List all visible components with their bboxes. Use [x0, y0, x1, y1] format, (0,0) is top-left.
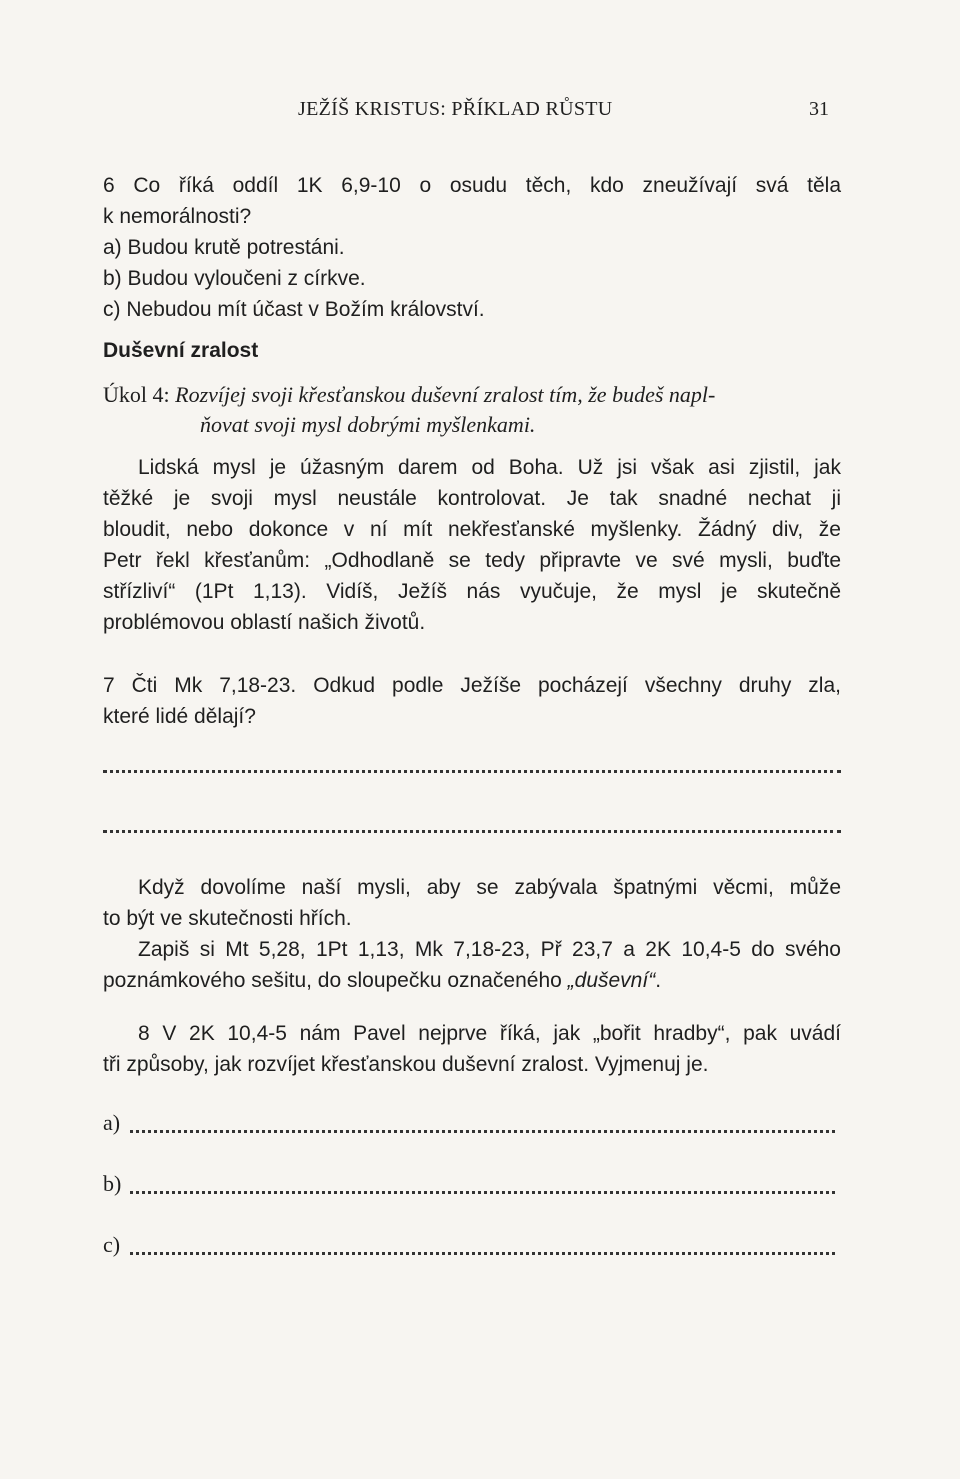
paragraph-line: Lidská mysl je úžasným darem od Boha. Už jsi však asi zjistil, jak: [138, 456, 841, 479]
notes-line-suffix: .: [655, 969, 662, 992]
notes-line-prefix: poznámkového sešitu, do sloupečku označeného: [103, 969, 568, 992]
question-6-option-a: a) Budou krutě potrestáni.: [103, 236, 345, 259]
answer-label-c: c): [103, 1232, 121, 1257]
question-7: [103, 670, 841, 732]
task-4-text-line-2: ňovat svoji mysl dobrými myšlenkami.: [200, 412, 536, 437]
paragraph-line: těžké je svoji mysl neustále kontrolovat. Je tak snadné nechat ji: [103, 487, 841, 510]
paragraph-line: [103, 965, 841, 996]
paragraph-mind: [103, 452, 841, 638]
paragraph-line: Zapiš si Mt 5,28, 1Pt 1,13, Mk 7,18-23, Př 23,7 a 2K 10,4-5 do svého: [138, 938, 841, 961]
paragraph-line: střízliví“ (1Pt 1,13). Vidíš, Ježíš nás vyučuje, že mysl je skutečně: [103, 580, 841, 603]
answer-field-a[interactable]: [130, 1130, 835, 1133]
paragraph-line: bloudit, nebo dokonce v ní mít nekřesťanské myšlenky. Žádný div, že: [103, 518, 841, 541]
question-6-line-1: 6 Co říká oddíl 1K 6,9-10 o osudu těch, kdo zneužívají svá těla: [103, 174, 841, 197]
task-4-text-line-1: Rozvíjej svoji křesťanskou duševní zralost tím, že budeš napl-: [175, 382, 716, 407]
question-7-line-1: 7 Čti Mk 7,18-23. Odkud podle Ježíše pocházejí všechny druhy zla,: [103, 674, 841, 697]
answer-line-2[interactable]: [103, 830, 841, 833]
paragraph-line: problémovou oblastí našich životů.: [103, 611, 426, 634]
page-number: 31: [809, 98, 829, 120]
paragraph-notes: [103, 872, 841, 996]
paragraph-line: Když dovolíme naší mysli, aby se zabývala špatnými věcmi, může: [138, 876, 841, 899]
answer-label-a: a): [103, 1110, 121, 1135]
question-7-line-2: které lidé dělají?: [103, 705, 256, 728]
paragraph-line: to být ve skutečnosti hřích.: [103, 907, 352, 930]
question-6-option-b: b) Budou vyloučeni z církve.: [103, 267, 366, 290]
question-6-line-2: k nemorálnosti?: [103, 205, 252, 228]
question-8-line-2: tři způsoby, jak rozvíjet křesťanskou duševní zralost. Vyjmenuj je.: [103, 1053, 709, 1076]
task-4: [103, 380, 841, 440]
question-8: [103, 1018, 841, 1080]
paragraph-line: Petr řekl křesťanům: „Odhodlaně se tedy připravte ve své mysli, buďte: [103, 549, 841, 572]
notes-column-label: „duševní“: [567, 969, 656, 992]
question-6-option-c: c) Nebudou mít účast v Božím království.: [103, 298, 485, 321]
section-heading: Duševní zralost: [103, 339, 259, 362]
running-header: JEŽÍŠ KRISTUS: PŘÍKLAD RŮSTU: [298, 98, 613, 120]
task-4-label: Úkol 4:: [103, 382, 170, 407]
answer-label-b: b): [103, 1171, 122, 1196]
question-8-line-1: 8 V 2K 10,4-5 nám Pavel nejprve říká, jak „bořit hradby“, pak uvádí: [138, 1022, 841, 1045]
answer-field-c[interactable]: [130, 1252, 835, 1255]
answer-line-1[interactable]: [103, 770, 841, 773]
answer-field-b[interactable]: [130, 1191, 835, 1194]
question-6: [103, 170, 841, 325]
